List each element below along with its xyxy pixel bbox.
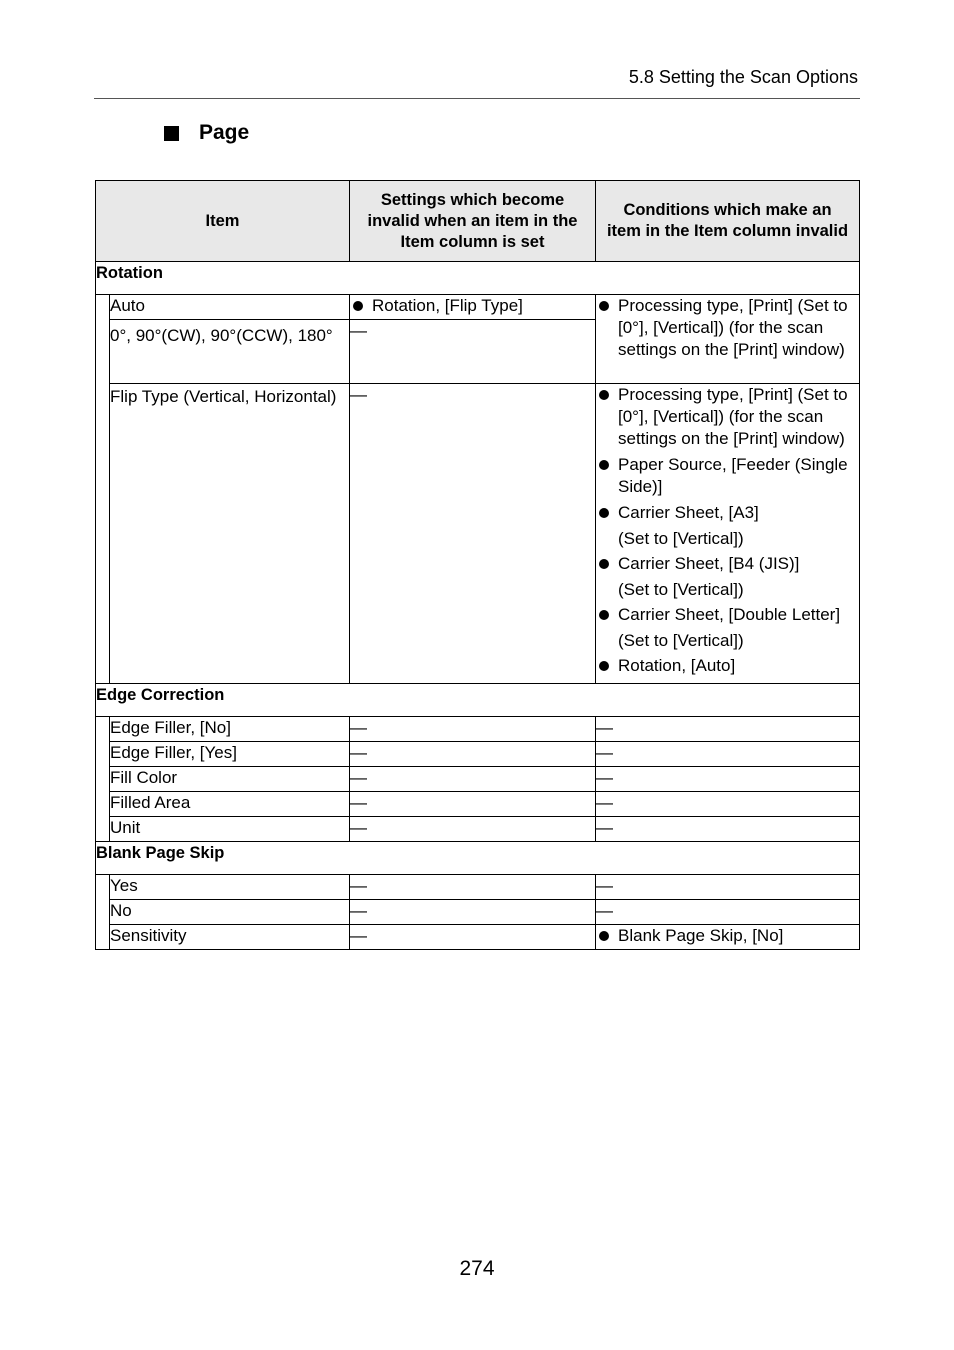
table-row — [96, 742, 860, 767]
item-cell: Yes — [110, 875, 350, 900]
bullet-item: Carrier Sheet, [Double Letter] — [596, 604, 859, 626]
settings-cell: — — [350, 875, 596, 900]
conditions-cell: — — [596, 900, 860, 925]
bullet-item: Rotation, [Flip Type] — [350, 295, 595, 317]
section-title — [164, 120, 249, 146]
conditions-cell — [596, 384, 860, 684]
group-label: Rotation — [96, 262, 860, 295]
bullet-item: Carrier Sheet, [A3] — [596, 502, 859, 524]
table-row — [96, 875, 860, 900]
bullet-item: Processing type, [Print] (Set to [0°], [Vertical]) (for the scan settings on the [Print] window) — [596, 384, 859, 450]
settings-cell: — — [350, 817, 596, 842]
column-header-item: Item — [96, 181, 350, 262]
group-label: Edge Correction — [96, 684, 860, 717]
bullet-subnote: (Set to [Vertical]) — [618, 580, 744, 599]
group-row-blank-page-skip — [96, 842, 860, 875]
item-cell: Edge Filler, [No] — [110, 717, 350, 742]
bullet-subnote: (Set to [Vertical]) — [618, 631, 744, 650]
page-number: 274 — [459, 1257, 495, 1280]
bullet-item: Carrier Sheet, [B4 (JIS)] — [596, 553, 859, 575]
settings-cell: — — [350, 792, 596, 817]
group-row-edge-correction — [96, 684, 860, 717]
square-bullet-icon — [164, 126, 179, 141]
conditions-cell: — — [596, 875, 860, 900]
column-header-settings: Settings which become invalid when an item in the Item column is set — [350, 181, 596, 262]
bullet-item: Rotation, [Auto] — [596, 655, 859, 677]
settings-cell — [350, 295, 596, 320]
item-cell: 0°, 90°(CW), 90°(CCW), 180° — [110, 320, 350, 384]
group-indent — [96, 717, 110, 842]
table-row — [96, 817, 860, 842]
item-cell: Edge Filler, [Yes] — [110, 742, 350, 767]
table-row — [96, 384, 860, 684]
item-cell: Sensitivity — [110, 925, 350, 950]
table-row — [96, 925, 860, 950]
table-row — [96, 767, 860, 792]
group-row-rotation — [96, 262, 860, 295]
settings-cell: — — [350, 384, 596, 684]
column-header-conditions: Conditions which make an item in the Item column invalid — [596, 181, 860, 262]
table-row — [96, 295, 860, 320]
group-label: Blank Page Skip — [96, 842, 860, 875]
settings-cell: — — [350, 925, 596, 950]
item-cell: Flip Type (Vertical, Horizontal) — [110, 384, 350, 684]
bullet-item: Processing type, [Print] (Set to [0°], [Vertical]) (for the scan settings on the [Print] window) — [596, 295, 859, 361]
item-cell: Fill Color — [110, 767, 350, 792]
bullet-subnote: (Set to [Vertical]) — [618, 529, 744, 548]
bullet-item: Paper Source, [Feeder (Single Side)] — [596, 454, 859, 498]
header-divider — [94, 98, 860, 99]
group-indent — [96, 295, 110, 684]
item-cell: Unit — [110, 817, 350, 842]
settings-cell: — — [350, 742, 596, 767]
conditions-cell: — — [596, 792, 860, 817]
scan-options-table — [95, 180, 860, 950]
table-header-row — [96, 181, 860, 262]
item-cell: Filled Area — [110, 792, 350, 817]
item-cell: No — [110, 900, 350, 925]
settings-cell: — — [350, 900, 596, 925]
running-header: 5.8 Setting the Scan Options — [628, 67, 858, 87]
conditions-cell: — — [596, 767, 860, 792]
table-row — [96, 900, 860, 925]
settings-cell: — — [350, 320, 596, 384]
conditions-cell: — — [596, 817, 860, 842]
section-title-text: Page — [199, 121, 250, 144]
conditions-cell: — — [596, 717, 860, 742]
conditions-cell: — — [596, 742, 860, 767]
table-row — [96, 717, 860, 742]
table-row — [96, 792, 860, 817]
conditions-cell — [596, 295, 860, 384]
settings-cell: — — [350, 717, 596, 742]
conditions-cell — [596, 925, 860, 950]
group-indent — [96, 875, 110, 950]
item-cell: Auto — [110, 295, 350, 320]
bullet-item: Blank Page Skip, [No] — [596, 925, 859, 947]
settings-cell: — — [350, 767, 596, 792]
